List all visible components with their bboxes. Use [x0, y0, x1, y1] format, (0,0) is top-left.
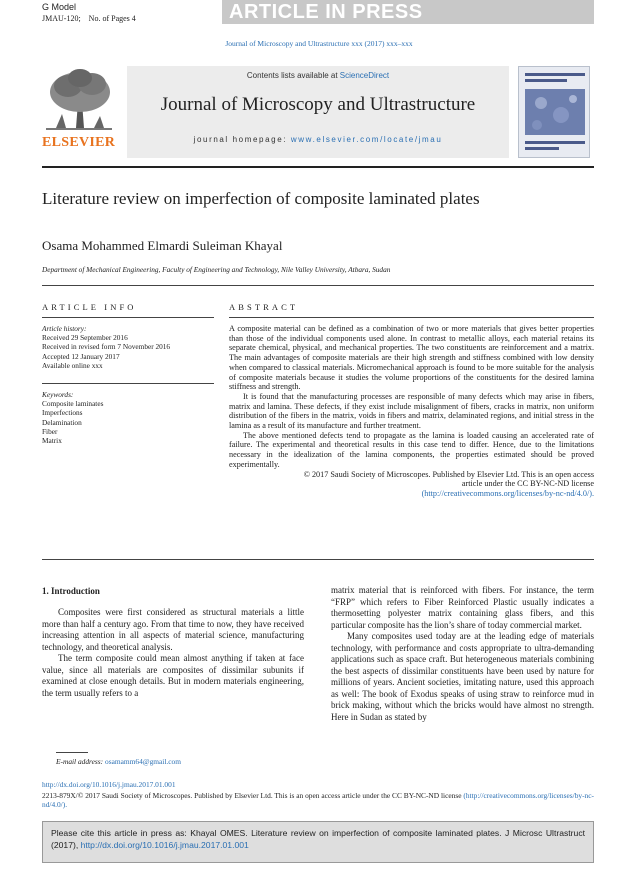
- keyword-item: Composite laminates: [42, 399, 104, 409]
- homepage-link[interactable]: www.elsevier.com/locate/jmau: [290, 135, 443, 144]
- article-info-heading: ARTICLE INFO: [42, 302, 137, 312]
- journal-cover-icon: [518, 66, 590, 158]
- footer-license-link[interactable]: (http://creativecommons.org/licenses/by-nc-nd/4.0/).: [42, 791, 594, 810]
- sciencedirect-link[interactable]: ScienceDirect: [339, 71, 390, 80]
- email-label: E-mail address:: [56, 757, 105, 766]
- abstract-text: [229, 324, 594, 499]
- copyright-line: © 2017 Saudi Society of Microscopes. Published by Elsevier Ltd. This is an open access: [303, 469, 594, 479]
- article-code: JMAU-120;: [42, 14, 81, 23]
- body-paragraph: matrix material that is reinforced with fibers. For instance, the term “FRP” which refers to Fiber Reinforced Plastic usually indicates a thermosetting polyester matrix containing glass fibers, and this particular composite has the lion’s share of today commercial market.: [331, 585, 594, 630]
- history-received: Received 29 September 2016: [42, 333, 128, 343]
- body-paragraph: The term composite could mean almost anything if taken at face value, since all materials are composites of dissimilar subunits if examined at close enough details. But in modern materials engineering, the term usually refers to a: [42, 653, 304, 698]
- abstract-paragraph: It is found that the manufacturing processes are responsible of many defects which may arise in fibers, matrix and lamina. These defects, if they exist include misalignment of fibers, cracks in matrix, non uniform distribution of the fibers in the matrix, voids in fibers and matrix, delaminated regions, and initial stress in the lamina as a result of its manufacture and further treatment.: [229, 391, 594, 431]
- page-count: No. of Pages 4: [88, 14, 136, 23]
- keyword-item: Matrix: [42, 436, 62, 446]
- copyright-line: article under the CC BY-NC-ND license: [461, 479, 594, 489]
- divider: [42, 383, 214, 384]
- citation-doi-link[interactable]: http://dx.doi.org/10.1016/j.jmau.2017.01.001: [80, 840, 249, 850]
- abstract-copyright: [229, 470, 594, 499]
- article-title: Literature review on imperfection of composite laminated plates: [42, 189, 480, 208]
- body-paragraph: Many composites used today are at the leading edge of materials technology, with performance and costs appropriate to ultra-demanding applications such as space craft. But heterogeneous materials combining the best aspects of dissimilar constituents have been used by nature for millions of years. Ancient societies, imitating nature, used this approach as well: The book of Exodus speaks of using straw to reinforce mud in brick making, without which the bricks would have almost no strength. Here in Sudan as stated by: [331, 631, 594, 723]
- author-affiliation: Department of Mechanical Engineering, Faculty of Engineering and Technology, Nile Valley University, Atbara, Sudan: [42, 265, 391, 274]
- contents-line: [127, 71, 509, 80]
- homepage-prefix: journal homepage:: [193, 135, 291, 144]
- divider: [42, 285, 594, 286]
- journal-homepage: [127, 135, 509, 144]
- masthead-rule: [42, 166, 594, 168]
- citation-text: Please cite this article in press as: Khayal OMES. Literature review on imperfection of composite laminated plates. J Microsc Ultrastruct (2017),: [51, 828, 585, 850]
- license-notice: [42, 791, 594, 809]
- manuscript-code: [42, 14, 144, 23]
- author-email: [56, 757, 181, 766]
- g-model-label: G Model: [42, 2, 77, 12]
- contents-prefix: Contents lists available at: [246, 71, 340, 80]
- keyword-item: Delamination: [42, 417, 82, 427]
- right-column: [331, 585, 594, 724]
- keywords: [42, 390, 214, 445]
- divider: [229, 317, 594, 318]
- history-online: Available online xxx: [42, 360, 103, 370]
- footnote-rule: [56, 752, 88, 753]
- journal-title: Journal of Microscopy and Ultrastructure: [160, 94, 476, 115]
- history-label: Article history:: [42, 324, 87, 333]
- left-column: [42, 607, 304, 699]
- history-accepted: Accepted 12 January 2017: [42, 351, 120, 361]
- keyword-item: Imperfections: [42, 408, 83, 418]
- article-history: [42, 324, 214, 370]
- publisher-name: ELSEVIER: [42, 135, 116, 150]
- divider: [42, 317, 214, 318]
- abstract-heading: ABSTRACT: [229, 302, 299, 312]
- history-revised: Received in revised form 7 November 2016: [42, 342, 171, 352]
- license-text: 2213-879X/© 2017 Saudi Society of Microscopes. Published by Elsevier Ltd. This is an open access article under the CC BY-NC-ND license: [42, 791, 462, 800]
- article-in-press-banner: ARTICLE IN PRESS: [222, 0, 594, 24]
- divider: [42, 559, 594, 560]
- email-link[interactable]: osamamm64@gmail.com: [105, 757, 181, 766]
- citation-box: [42, 821, 594, 863]
- author-name: Osama Mohammed Elmardi Suleiman Khayal: [42, 238, 283, 253]
- journal-reference-link[interactable]: Journal of Microscopy and Ultrastructure xxx (2017) xxx–xxx: [225, 39, 413, 48]
- keyword-item: Fiber: [42, 426, 58, 436]
- abstract-paragraph: The above mentioned defects tend to propagate as the lamina is loaded causing an accelerated rate of failure. The experimental and theoretical results in this case tend to differ. Hence, due to the limitations necessary in the idealization of the lamina components, the properties estimated should be proved experimentally.: [229, 430, 594, 469]
- license-link[interactable]: (http://creativecommons.org/licenses/by-nc-nd/4.0/).: [421, 488, 594, 498]
- abstract-paragraph: A composite material can be defined as a combination of two or more materials that gives better properties than those of the individual components used alone. In contrast to metallic alloys, each material retains its separate chemical, physical, and mechanical properties. The two constituents are reinforcement and a matrix. The main advantages of composite materials are their high strength and stiffness combined with low density when compared to classical materials. Micromechanical approach is found to be more suitable for the analysis of composite materials because it studies the volume proportions of the constituents for the desired lamina stiffness and strength.: [229, 324, 594, 392]
- section-heading: 1. Introduction: [42, 586, 100, 596]
- keywords-label: Keywords:: [42, 390, 74, 399]
- body-paragraph: Composites were first considered as structural materials a little more than half a century ago. From that time to now, they have received increasing attention in all aspects of material science, manufacturing technology, and theoretical analysis.: [42, 607, 304, 652]
- doi-link[interactable]: http://dx.doi.org/10.1016/j.jmau.2017.01.001: [42, 780, 176, 789]
